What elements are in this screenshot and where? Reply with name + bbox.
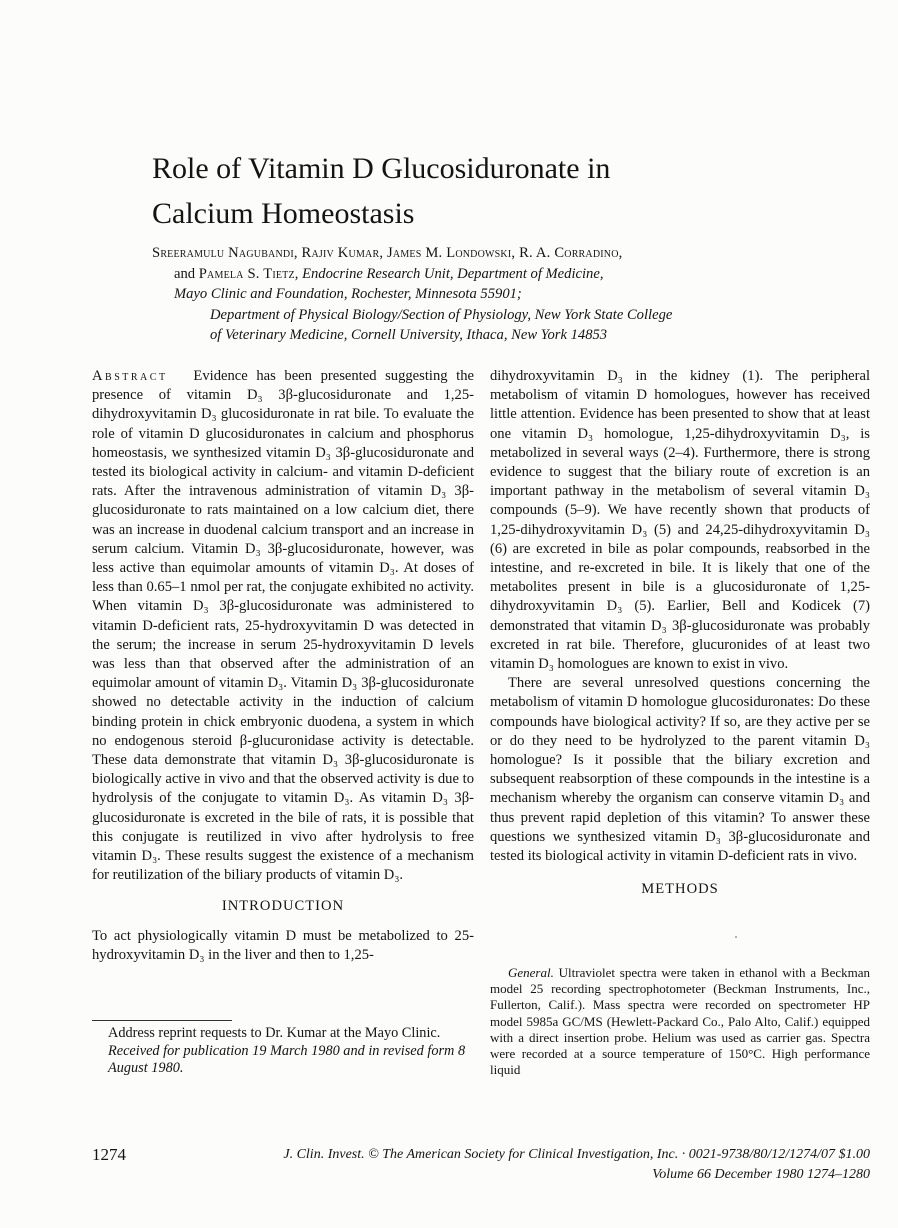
methods-general: [490, 965, 870, 1078]
author-last-name: Pamela S. Tietz: [198, 265, 295, 282]
page-number: 1274: [92, 1145, 126, 1164]
volume-citation: Volume 66 December 1980 1274–1280: [652, 1167, 870, 1182]
author-line-2: [152, 264, 792, 285]
introduction-heading: INTRODUCTION: [221, 898, 345, 915]
affiliation-2: Mayo Clinic and Foundation, Rochester, Minnesota 55901;: [174, 286, 522, 302]
author-block: [152, 243, 792, 346]
print-speck: [735, 936, 737, 938]
introduction-para-1-cont: dihydroxyvitamin D₃ in the kidney (1). The peripheral metabolism of vitamin D homologues, however has received little attention. Evidence has been presented to show that at least one vitamin D₃ homologue, 1,25-dihydroxyvitamin D₃, is metabolized in several ways (2–4). Furthermore, there is strong evidence to suggest that the biliary route of excretion is an important pathway in the metabolism of several vitamin D₃ compounds (5–9). We have recently shown that products of 1,25-dihydroxyvitamin D₃ (5) and 24,25-dihydroxyvitamin D₃ (6) are excreted in bile as polar compounds, reabsorbed in the intestine, and re-excreted in bile. It is likely that one of the metabolites present in bile is a glucosiduronate of 1,25-dihydroxyvitamin D₃ (5). Earlier, Bell and Kodicek (7) demonstrated that vitamin D₃ 3β-glucosiduronate was probably excreted in rat bile. Therefore, glucuronides of at least two vitamin D₃ homologues are known to exist in vivo.: [490, 368, 870, 673]
introduction-para-2: There are several unresolved questions concerning the metabolism of vitamin D homologue glucosiduronates: Do these compounds have biological activity? If so, are they active per se or do they need to be hydrolyzed to the parent vitamin D₃ homologue? Is it possible that the biliary excretion and subsequent reabsorption of these compounds in the intestine is a mechanism whereby the organism can conserve vitamin D₃ and thus prevent rapid depletion of this vitamin? To answer these questions we synthesized vitamin D₃ 3β-glucosiduronate and tested its biological activity in vitamin D-deficient rats in vivo.: [490, 675, 870, 865]
affiliation-1: , Endocrine Research Unit, Department of Medicine,: [294, 265, 604, 282]
affiliation-3: Department of Physical Biology/Section of Physiology, New York State College: [210, 306, 673, 323]
footnote-received: Received for publication 19 March 1980 and in revised form 8 August 1980.: [108, 1042, 466, 1076]
author-and: and: [174, 265, 199, 282]
methods-text: Ultraviolet spectra were taken in ethanol with a Beckman model 25 recording spectrophotometer (Beckman Instruments, Inc., Fullerton, Calif.). Mass spectra were recorded on spectrometer HP model 5985a GC/MS (Hewlett-Packard Co., Palo Alto, Calif.) equipped with a direct insertion probe. Helium was used as carrier gas. Spectra were recorded at a source temperature of 150°C. High performance liquid: [490, 965, 871, 1078]
article-title: [152, 146, 772, 236]
footnote-rule: [92, 1020, 232, 1021]
affiliation-4: of Veterinary Medicine, Cornell University, Ithaca, New York 14853: [210, 327, 608, 343]
title-line-1: Role of Vitamin D Glucosiduronate in: [152, 152, 611, 185]
abstract-label: Abstract: [92, 368, 168, 384]
left-column: [92, 367, 474, 965]
author-names: Sreeramulu Nagubandi, Rajiv Kumar, James M. Londowski, R. A. Corradino,: [152, 245, 623, 261]
title-line-2: Calcium Homeostasis: [152, 197, 415, 230]
footnote-reprint: Address reprint requests to Dr. Kumar at the Mayo Clinic.: [108, 1025, 441, 1041]
journal-citation: J. Clin. Invest. © The American Society for Clinical Investigation, Inc. · 0021-9738/80/12/1274/07 $1.00: [283, 1147, 870, 1162]
methods-lead: General.: [508, 965, 554, 980]
abstract: [92, 367, 474, 885]
right-column: [490, 367, 870, 909]
introduction-para-1-start: To act physiologically vitamin D must be metabolized to 25-hydroxyvitamin D₃ in the liver and then to 1,25-: [92, 927, 474, 963]
abstract-text: Evidence has been presented suggesting the presence of vitamin D₃ 3β-glucosiduronate and 1,25-dihydroxyvitamin D₃ glucosiduronate in rat bile. To evaluate the role of vitamin D glucosiduronates in calcium and phosphorus homeostasis, we synthesized vitamin D₃ 3β-glucosiduronate and tested its biological activity in calcium- and vitamin D-deficient rats. After the intravenous administration of vitamin D₃ 3β-glucosiduronate to rats maintained on a low calcium diet, there was an increase in duodenal calcium transport and an increase in serum calcium. Vitamin D₃ 3β-glucosiduronate, however, was less active than equimolar amounts of vitamin D₃. At doses of less than 0.65–1 nmol per rat, the conjugate exhibited no activity. When vitamin D₃ 3β-glucosiduronate was administered to vitamin D-deficient rats, 25-hydroxyvitamin D was detected in the serum; the increase in serum 25-hydroxyvitamin D levels was less than that observed after the administration of an equimolar amount of vitamin D₃. Vitamin D₃ 3β-glucosiduronate showed no detectable activity in the induction of calcium binding protein in chick embryonic duodena, a system in which no endogenous steroid β-glucuronidase activity is detectable. These data demonstrate that vitamin D₃ 3β-glucosiduronate is biologically active in vivo and that the observed activity is due to hydrolysis of the conjugate to vitamin D₃. As vitamin D₃ 3β-glucosiduronate is excreted in the bile of rats, it is possible that this conjugate is reutilized in vivo after hydrolysis to free vitamin D₃. These results suggest the existence of a mechanism for reutilization of the biliary products of vitamin D₃.: [92, 368, 474, 884]
footnote: [108, 1025, 478, 1078]
methods-heading: METHODS: [641, 881, 719, 898]
